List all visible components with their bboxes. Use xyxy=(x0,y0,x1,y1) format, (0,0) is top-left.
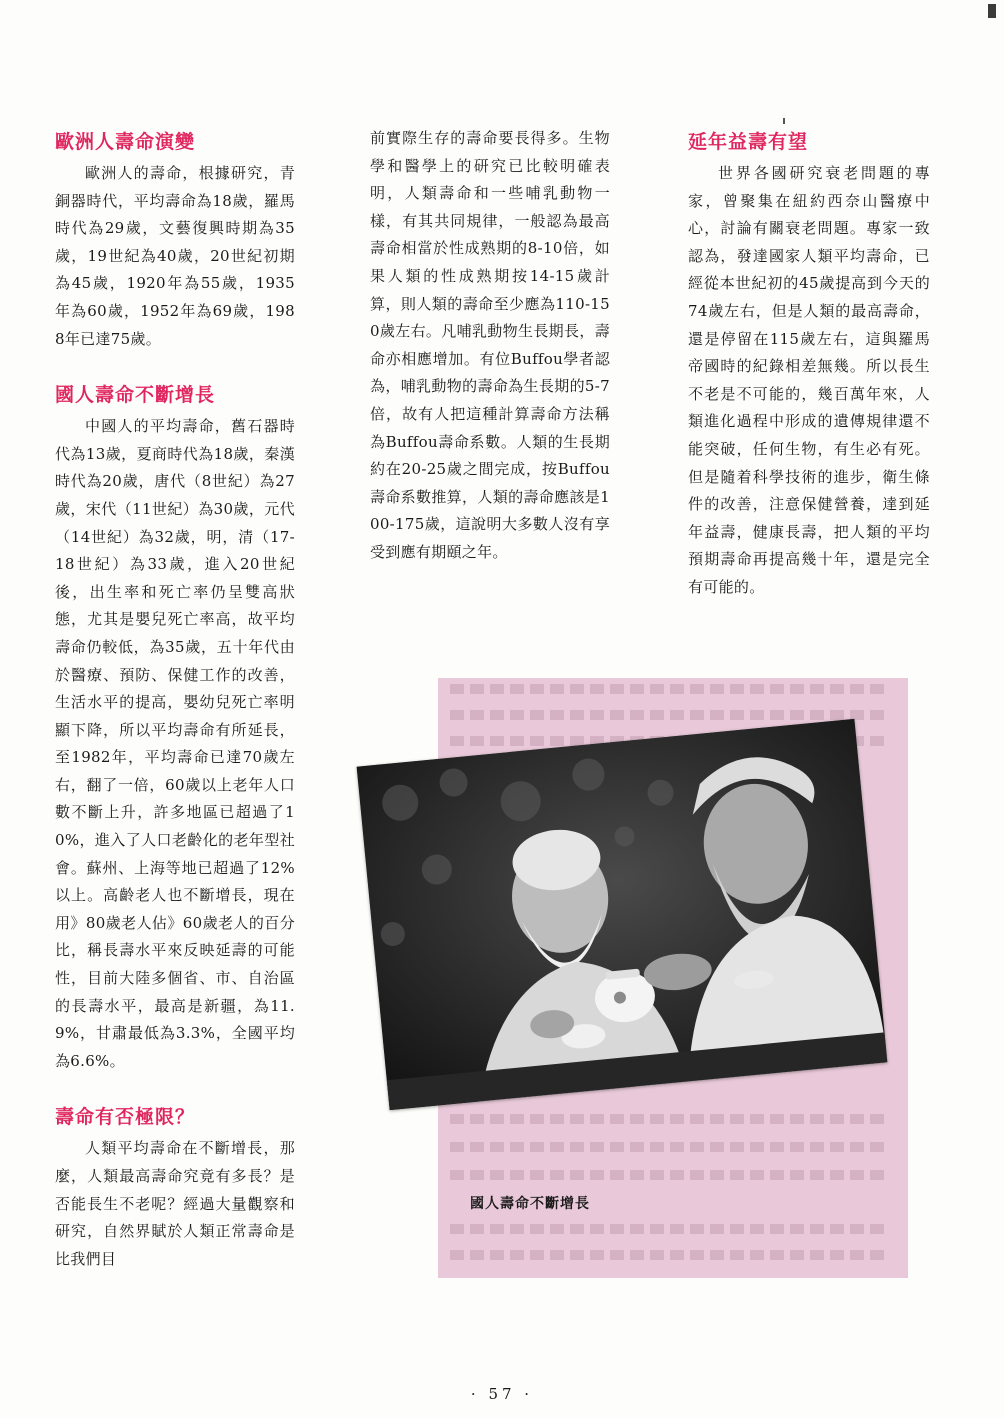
photo-illustration xyxy=(357,719,888,1110)
column-3 xyxy=(688,130,930,602)
section-body: 人類平均壽命在不斷增長，那麼，人類最高壽命究竟有多長？是否能長生不老呢？經過大量觀察和研究，自然界賦於人類正常壽命是比我們目 xyxy=(55,1139,295,1268)
show-through-line xyxy=(438,678,908,700)
scan-corner-mark xyxy=(988,4,996,18)
show-through-line xyxy=(438,1164,908,1186)
section-heading: 國人壽命不斷增長 xyxy=(55,384,216,407)
scan-tick-mark xyxy=(783,118,785,124)
show-through-line xyxy=(438,1244,908,1266)
photo-elderly-men-tea xyxy=(357,719,888,1110)
show-through-line xyxy=(438,1108,908,1130)
section-body: 世界各國研究衰老問題的專家，曾聚集在紐約西奈山醫療中心，討論有關衰老問題。專家一致認為，發達國家人類平均壽命，已經從本世紀初的45歲提高到今天的74歲左右，但是人類的最高壽命，還是停留在115歲左右，這與羅馬帝國時的紀錄相差無幾。所以長生不老是不可能的，幾百萬年來，人類進化過程中形成的遺傳規律還不能突破，任何生物，有生必有死。但是隨着科學技術的進步，衛生條件的改善，注意保健營養，達到延年益壽，健康長壽，把人類的平均預期壽命再提高幾十年，還是完全有可能的。 xyxy=(688,164,930,596)
figure-caption: 國人壽命不斷增長 xyxy=(470,1196,590,1212)
section-body: 中國人的平均壽命，舊石器時代為13歲，夏商時代為18歲，秦漢時代為20歲，唐代（8世紀）為27歲，宋代（11世紀）為30歲，元代（14世紀）為32歲，明，清（17-18世紀）為33歲，進入20世紀後，出生率和死亡率仍呈雙高狀態，尤其是嬰兒死亡率高，故平均壽命仍較低，為35歲，五十年代由於醫療、預防、保健工作的改善，生活水平的提高，嬰幼兒死亡率明顯下降，所以平均壽命有所延長，至1982年，平均壽命已達70歲左右，翻了一倍，60歲以上老年人口數不斷上升，許多地區已超過了10%，進入了人口老齡化的老年型社會。蘇州、上海等地已超過了12%以上。高齡老人也不斷增長，現在用》80歲老人佔》60歲老人的百分比，稱長壽水平來反映延壽的可能性，目前大陸多個省、市、自治區的長壽水平，最高是新疆，為11.9%，甘肅最低為3.3%，全國平均為6.6%。 xyxy=(55,417,295,1070)
show-through-line xyxy=(438,1136,908,1158)
section-heading: 歐洲人壽命演變 xyxy=(55,131,196,153)
show-through-line xyxy=(438,1218,908,1240)
column-1 xyxy=(55,130,295,1303)
column-2 xyxy=(370,125,610,567)
continued-body: 前實際生存的壽命要長得多。生物學和醫學上的研究已比較明確表明，人類壽命和一些哺乳動物一樣，有其共同規律，一般認為最高壽命相當於性成熟期的8-10倍，如果人類的性成熟期按14-15歲計算，則人類的壽命至少應為110-150歲左右。凡哺乳動物生長期長，壽命亦相應增加。有位Buffou學者認為，哺乳動物的壽命為生長期的5-7倍，故有人把這種計算壽命方法稱為Buffou壽命系數。人類的生長期約在20-25歲之間完成，按Buffou壽命系數推算，人類的壽命應該是100-175歲，這說明大多數人沒有享受到應有期頤之年。 xyxy=(370,129,610,561)
section-china-lifespan xyxy=(55,383,295,1075)
section-lifespan-limit xyxy=(55,1105,295,1273)
page-number: · 57 · xyxy=(470,1385,534,1403)
section-heading: 壽命有否極限？ xyxy=(55,1106,196,1129)
section-body: 歐洲人的壽命，根據研究，青銅器時代，平均壽命為18歲，羅馬時代為29歲，文藝復興時期為35歲，19世紀為40歲，20世紀初期為45歲，1920年為55歲，1935年為60歲，1952年為69歲，1988年已達75歲。 xyxy=(55,164,295,348)
section-europe-lifespan xyxy=(55,130,295,353)
section-heading: 延年益壽有望 xyxy=(688,131,809,153)
